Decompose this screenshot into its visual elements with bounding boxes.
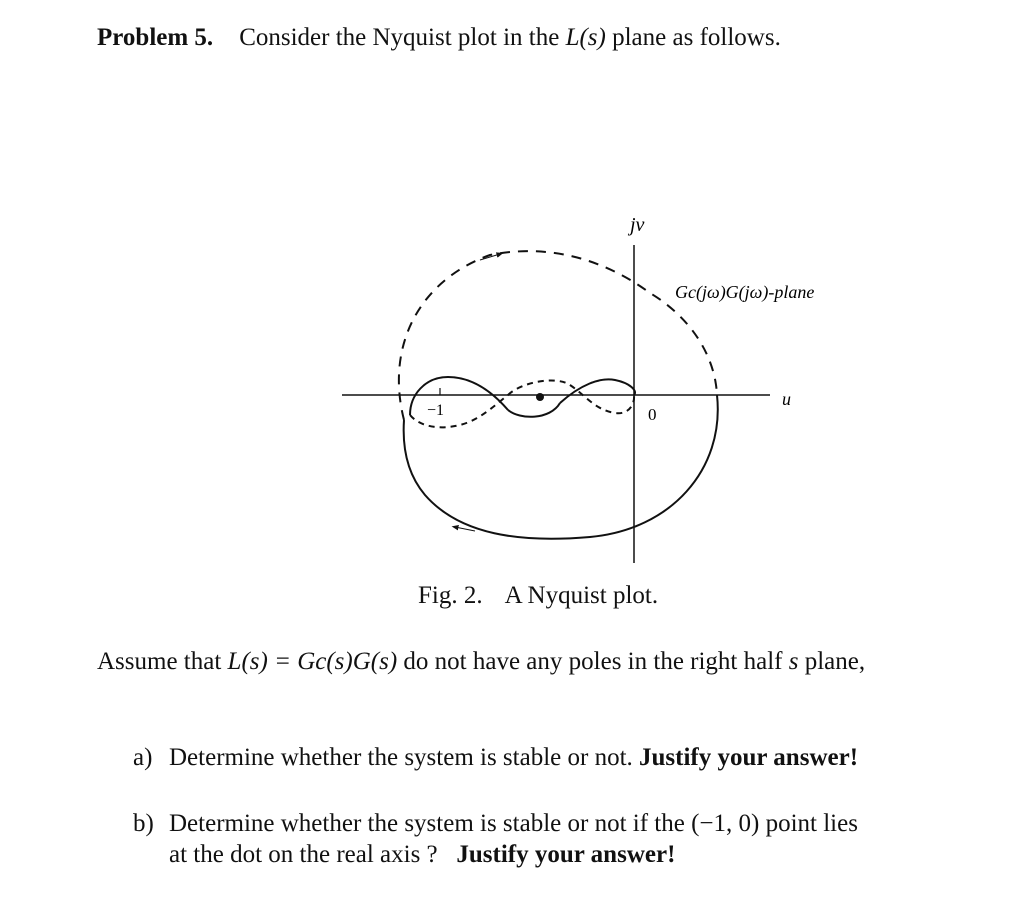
inner-loop-left-solid xyxy=(410,377,508,415)
assumption-mid: do not have any poles in the right half xyxy=(397,648,789,675)
question-b-tag: b) xyxy=(133,810,154,837)
minus-one-label: −1 xyxy=(427,402,445,419)
inner-loop-mid-dashed xyxy=(508,380,634,413)
problem-label: Problem 5. xyxy=(97,24,214,51)
inner-loop-left-dashed xyxy=(410,395,508,427)
inner-loop-right-solid xyxy=(560,379,635,403)
plane-label: Gc(jω)G(jω)-plane xyxy=(675,282,815,302)
assumption-pre: Assume that xyxy=(97,648,228,675)
question-a xyxy=(133,742,858,773)
question-b-text-post: point lies xyxy=(759,810,858,837)
real-axis-label: u xyxy=(782,389,791,409)
question-b-math: (−1, 0) xyxy=(691,810,760,837)
question-b-text-pre: Determine whether the system is stable or not if the xyxy=(169,810,692,837)
question-b-emphasis: Justify your answer! xyxy=(456,841,676,868)
figure-caption xyxy=(418,582,658,610)
problem-statement-post: plane as follows. xyxy=(605,24,781,51)
problem-statement-pre: Consider the Nyquist plot in the xyxy=(239,24,566,51)
question-a-emphasis: Justify your answer! xyxy=(639,744,859,771)
assumption-paragraph xyxy=(97,646,962,677)
question-b-line2: at the dot on the real axis ? xyxy=(169,841,438,868)
assumption-post: plane, xyxy=(798,648,866,675)
assumption-var: s xyxy=(788,648,799,675)
real-axis-dot xyxy=(536,393,544,401)
nyquist-figure xyxy=(330,205,850,575)
question-b xyxy=(133,808,963,870)
figure-caption-lead: Fig. 2. xyxy=(418,582,483,609)
problem-statement-math: L(s) xyxy=(565,24,606,51)
outer-loop-solid xyxy=(404,395,718,539)
question-a-tag: a) xyxy=(133,744,153,771)
question-a-text: Determine whether the system is stable or not. xyxy=(169,744,633,771)
figure-caption-text: A Nyquist plot. xyxy=(504,582,659,609)
inner-loop-cross-solid xyxy=(508,403,560,417)
assumption-math: L(s) = Gc(s)G(s) xyxy=(227,648,398,675)
problem-heading xyxy=(97,24,781,52)
origin-label: 0 xyxy=(648,405,657,424)
imaginary-axis-label: jv xyxy=(630,214,645,236)
